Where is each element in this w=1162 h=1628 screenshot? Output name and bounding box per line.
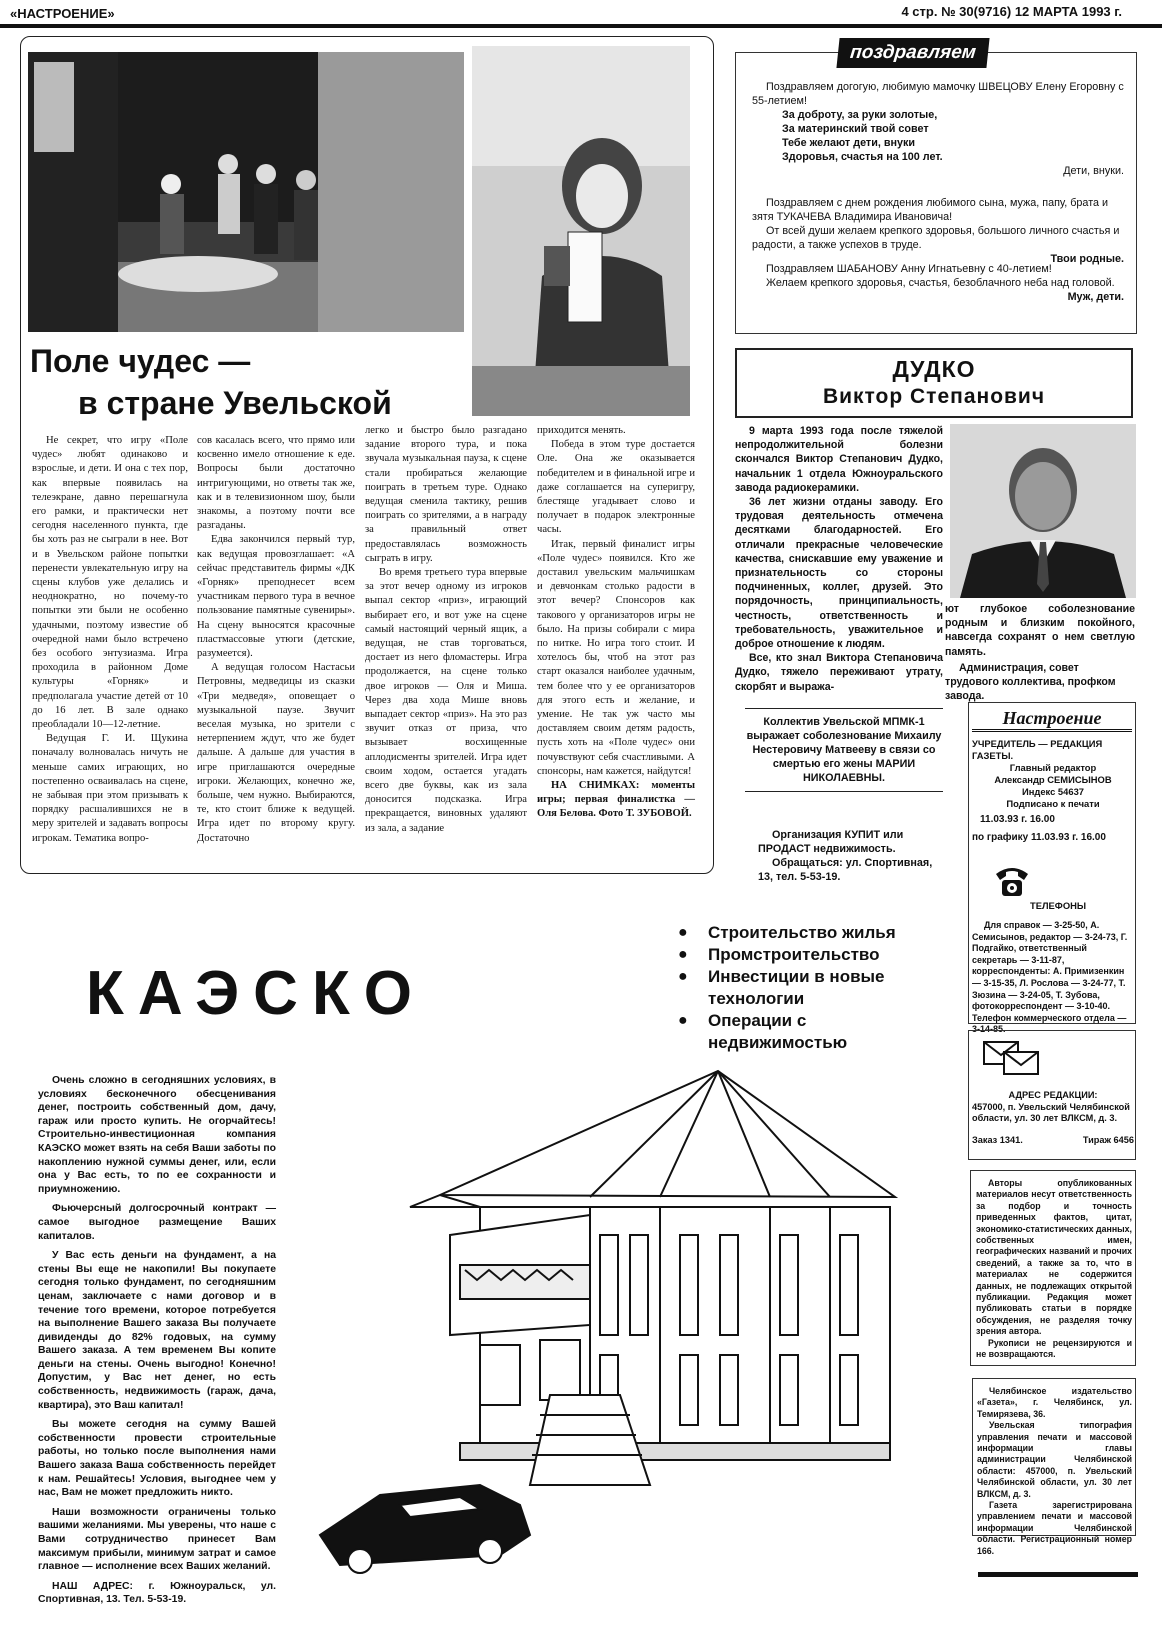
telephone-icon	[992, 860, 1032, 900]
article-column-1	[32, 434, 188, 846]
finalist-photo	[472, 46, 690, 416]
bottom-rule	[978, 1572, 1138, 1577]
obituary-paragraph: Все, кто знал Виктора Степановича Дудко, тяжело переживают утрату, скорбят и выража-	[735, 652, 943, 693]
congrats-logo: поздравляем	[836, 38, 989, 68]
real-estate-notice	[758, 828, 946, 884]
congrats-signature: Дети, внуки.	[1063, 165, 1124, 177]
obituary-text	[735, 424, 943, 694]
stage-photo	[28, 52, 464, 332]
article-column-3	[365, 424, 527, 836]
address-label: АДРЕС РЕДАКЦИИ:	[1008, 1090, 1098, 1100]
ad-service-item: ● Промстроительство	[678, 944, 948, 966]
headline-line-1: Поле чудес —	[30, 343, 251, 379]
article-paragraph: А ведущая голосом Настасьи Петровны, медведицы из сказки «Три медведя», оповещает о музыкальной паузе. Звучит веселая музыка, но зрители с нетерпением ждут, что же будет дальше. А дальше для участия в игре приглашаются очередные игроки. Желающих, конечно же, больше, чем нужно. Выбираются, те, кто стоит ближе к ведущей. Игра идет по второму кругу. Достаточно	[197, 662, 355, 844]
congrats-text: Поздравляем догогую, любимую мамочку ШВЕЦОВУ Елену Егоровну с 55-летием!	[752, 81, 1124, 107]
phones-title: ТЕЛЕФОНЫ	[1030, 900, 1087, 911]
ad-paragraph: Наши возможности ограничены только вашими желаниями. Мы уверены, что наше с Вами сотрудничество принесет Вам максимум прибыли, минимум затрат и самое главное — исполнение всех Ваших желаний.	[38, 1506, 276, 1573]
address-text: 457000, п. Увельский Челябинской области, ул. 30 лет ВЛКСМ, д. 3.	[972, 1101, 1130, 1124]
obituary-paragraph: 36 лет жизни отданы заводу. Его трудовая деятельность отмечена десятками благодарностей. Его отличали прекрасные человеческие качества, снискавшие ему уважение и признательность со стороны подчиненных, коллег, друзей. Это порядочность, принципиальность, честность, ответственность и требовательность, уважительное и доброе отношение к людям.	[735, 496, 943, 651]
photo-caption: НА СНИМКАХ: моменты игры; первая финалистка — Оля Белова. Фото Т. ЗУБОВОЙ.	[537, 780, 695, 820]
publisher-info	[977, 1386, 1132, 1557]
order-number: Заказ 1341.	[972, 1134, 1023, 1145]
congrats-wish: От всей души желаем крепкого здоровья, большого личного счастья и радости, а также успехов в труде.	[752, 225, 1120, 251]
congrats-2	[752, 196, 1124, 266]
poem-line: За материнский твой совет	[782, 123, 929, 135]
editorial-address	[972, 1090, 1134, 1146]
ad-paragraph: Очень сложно в сегодняшних условиях, в условиях бесконечного обесценивания денег, построить собственный дом, дачу, гараж или просто купить. Не огорчайтесь! Строительно-инвестиционная компания КАЭСКО может взять на себя Ваши заботы по накоплению нужной суммы денег, или, если она у Вас есть, то по ее сохранности и приумножению.	[38, 1075, 276, 1195]
editor-label: Главный редактор	[1009, 762, 1097, 773]
congrats-wish: Желаем крепкого здоровья, счастья, безоблачного неба над головой.	[766, 277, 1115, 289]
phones-list: Для справок — 3-25-50, А. Семисынов, редактор — 3-24-73, Г. Подгайко, ответственный секретарь — 3-11-87, корреспонденты: А. Примизенкин — 3-15-35, Л. Рослова — 3-24-77, Т. Зюзина — 3-24-05, Т. Зубова, фотокорреспондент — 3-10-40. Телефон коммерческого отдела — 3-14-85.	[972, 920, 1128, 1035]
issue-info: 4 стр. № 30(9716) 12 МАРТА 1993 г.	[901, 4, 1122, 19]
article-column-4	[537, 424, 695, 822]
ad-paragraph: Вы можете сегодня на сумму Вашей собственности провести строительные работы, но только после выполнения нами Вашего заказа Ваша собственность перейдет к нам. Решайтесь! Условия, выгоднее чем у нас, Вам не может предложить никто.	[38, 1419, 276, 1499]
congrats-3	[752, 262, 1124, 304]
article-headline	[30, 340, 480, 424]
article-paragraph: легко и быстро было разгадано задание второго тура, и пока звучала музыкальная пауза, к сцене стали пробираться желающие поиграть в третьем туре. Однако ведущая сменила тактику, решив поиграть со зрителями, а в награду за правильный ответ предоставлялась возможность сыграть в игру.	[365, 425, 527, 564]
poem-line: Здоровья, счастья на 100 лет.	[782, 151, 943, 163]
obituary-portrait	[950, 424, 1136, 598]
real-estate-contact: Обращаться: ул. Спортивная, 13, тел. 5-53-19.	[758, 857, 933, 883]
congrats-text: Поздравляем с днем рождения любимого сына, мужа, папу, брата и зятя ТУКАЧЕВА Владимира Ивановича!	[752, 197, 1109, 223]
headline-line-2: в стране Увельской	[78, 385, 392, 421]
disclaimer	[976, 1178, 1132, 1361]
disclaimer-text: Авторы опубликованных материалов несут ответственность за подбор и точность приведенных фактов, цитат, экономико-статистических данных, собственных имен, географических названий и прочих сведений, а также за то, что в материалах не содержится данных, не подлежащих открытой публикации. Редакция может публиковать статьи в порядке обсуждения, не разделяя точку зрения автора.	[976, 1178, 1132, 1337]
section-name: «НАСТРОЕНИЕ»	[10, 6, 115, 21]
real-estate-text: Организация КУПИТ или ПРОДАСТ недвижимость.	[758, 829, 904, 855]
obituary-name: Виктор Степанович	[822, 385, 1046, 408]
condolence-notice: Коллектив Увельской МПМК-1 выражает соболезнование Михаилу Нестеровичу Матвееву в связи со смертью его жены МАРИИ НИКОЛАЕВНЫ.	[745, 708, 943, 792]
registration-text: Газета зарегистрирована управлением печати и массовой информации Челябинской области. Регистрационный номер 166.	[977, 1500, 1132, 1556]
poem-line: За доброту, за руки золотые,	[782, 109, 938, 121]
house-illustration	[300, 1065, 940, 1595]
disclaimer-note: Рукописи не рецензируются и не возвращаются.	[976, 1337, 1132, 1360]
editor-name: Александр СЕМИСЫНОВ	[994, 774, 1112, 785]
obituary-surname: ДУДКО	[892, 356, 976, 382]
article-column-2	[197, 434, 355, 846]
obituary-signature: Администрация, совет трудового коллектива, профком завода.	[945, 662, 1116, 703]
article-paragraph: Ведущая Г. И. Щукина поначалу волновалась ничуть не меньше самих играющих, но постепенно осваивалась на сцене, не забывая при этом призывать к порядку расшалившихся не в меру зрителей и задавать вопросы игрокам. Тематика вопро-	[32, 733, 188, 844]
publisher-text: Челябинское издательство «Газета», г. Челябинск, ул. Темирязева, 36.	[977, 1386, 1132, 1419]
founder: УЧРЕДИТЕЛЬ — РЕДАКЦИЯ ГАЗЕТЫ.	[972, 738, 1103, 761]
article-paragraph: Итак, первый финалист игры «Поле чудес» появился. Кто же доставил увельским мальчишкам и девчонкам столько радости в этот вечер? Спонсоров как такового у организаторов игры не было. На призы собирали с мира по нитке. Но игра того стоит. И хотелось бы, чтоб на этот раз старт оказался наиболее удачным, тем более что у ее организаторов для этого есть и желание, и умение. Не так уж часто мы доставляем своим детям радость, пусть хоть на «Поле чудес» они почувствуют себя счастливыми. А спонсоры, нам кажется, найдутся!	[537, 538, 695, 777]
article-paragraph: Едва закончился первый тур, как ведущая провозглашает: «А сейчас представитель фирмы «ДК «Горняк» преподнесет всем участникам первого тура в вечное пользование памятные сувениры». На сцену выносятся красочные пластмассовые утюги (детские, разумеется).	[197, 534, 355, 660]
ad-brand: КАЭСКО	[86, 959, 427, 1028]
circulation: Тираж 6456	[1082, 1134, 1134, 1145]
obituary-paragraph: 9 марта 1993 года после тяжелой непродолжительной болезни скончался Виктор Степанович Дудко, начальник 1 отдела Южноуральского завода радиокерамики.	[735, 425, 943, 494]
ad-address: НАШ АДРЕС: г. Южноуральск, ул. Спортивная, 13. Тел. 5-53-19.	[38, 1580, 276, 1606]
congrats-signature: Муж, дети.	[1067, 291, 1124, 303]
ad-paragraph: У Вас есть деньги на фундамент, а на стены Вы еще не накопили! Вы покупаете сегодня только фундамент, по сегодняшним ценам, заключаете с нами договор и в течение того времени, которое потребуется на выполнение Вашего заказа Вы получаете дивиденды до 82% годовых, на сумму Вашего заказа. А тем временем Вы копите деньги на стены. Очень выгодно! Конечно! Допустим, у Вас нет денег, но есть собственность, недвижимость (гараж, дача, квартира), это Ваш капитал!	[38, 1250, 276, 1411]
signed-label: Подписано к печати	[1006, 798, 1100, 809]
article-paragraph: Не секрет, что игру «Поле чудес» любят одинаково и взрослые, и дети. И она с тех пор, как впервые появилась на телеэкране, давно перешагнула его рамки, и практически нет сегодня населенного пункта, где бы хоть раз не сыграли в нее. Вот и в Увельском районе попытки перенести увлекательную игру на сцены клубов уже делались и неоднократно, но почему-то попытки эти были не особенно удачными, поэтому известие об очередной нами было встречено без особого энтузиазма. Игра проходила в районном Доме культуры «Горняк» и предполагала участие детей от 10 до 16 лет. В зале однако преобладали 10—12-летние.	[32, 435, 188, 731]
congrats-signature: Твои родные.	[1050, 253, 1124, 265]
printer-text: Увельская типография управления печати и массовой информации главы администрации Челябинской области: 457000, п. Увельский Челябинской области, ул. 30 лет ВЛКСМ, д. 3.	[977, 1420, 1132, 1499]
signed-time: 11.03.93 г. 16.00	[980, 814, 1055, 825]
ad-service-item: ● Строительство жилья	[678, 922, 948, 944]
article-paragraph: сов касалась всего, что прямо или косвенно имело отношение к еде. Вопросы были достаточно интригующими, но ответы так же, как и в телевизионном шоу, были знакомы, а поэтому почти все разгаданы.	[197, 435, 355, 532]
envelope-icon	[982, 1040, 1042, 1078]
article-paragraph: приходится менять.	[537, 425, 626, 436]
obituary-header	[735, 348, 1133, 418]
subscription-index: Индекс 54637	[1021, 786, 1085, 797]
congrats-1	[752, 80, 1124, 178]
masthead-info	[972, 738, 1134, 844]
article-paragraph: Во время третьего тура впервые за этот вечер одному из игроков выпал сектор «приз», играющий выбирает его, и вот уже на сцене самый настоящий черный ящик, а ведущая, не став торговаться, достает из него фломастеры. Игра продолжается, на сцене только двое игроков — Оля и Миша. Через два хода Мише вновь выпадает сектор «приз». На это раз звучит отказ от приза, что вызывает восхищенные аплодисменты зрителей. Игра идет своим ходом, остается угадать всего две буквы, как из зала доносится подсказка. Игра прекращается, виновных удаляют из зала, а задание	[365, 567, 527, 834]
poem-line: Тебе желают дети, внуки	[782, 137, 916, 149]
article-paragraph: Победа в этом туре достается Оле. Она же оказывается победителем и в финальной игре и даже соглашается на суперигру, блестяще угадывает слово и получает в подарок электронные часы.	[537, 439, 695, 536]
congrats-text: Поздравляем ШАБАНОВУ Анну Игнатьевну с 40-летием!	[766, 263, 1052, 275]
header-rule	[0, 24, 1162, 28]
schedule-time: по графику 11.03.93 г. 16.00	[972, 832, 1106, 843]
ad-service-item: ● Операции с недвижимостью	[678, 1010, 948, 1054]
ad-text	[38, 1074, 276, 1613]
ad-paragraph: Фьючерсный долгосрочный контракт — самое выгодное размещение Ваших капиталов.	[38, 1203, 276, 1242]
ad-services	[678, 922, 948, 1054]
masthead-logo: Настроение	[972, 708, 1132, 732]
ad-service-item: ● Инвестиции в новые технологии	[678, 966, 948, 1010]
obituary-continuation: ют глубокое соболезнование родным и близким покойного, навсегда сохранят о нем светлую память.	[945, 603, 1135, 658]
